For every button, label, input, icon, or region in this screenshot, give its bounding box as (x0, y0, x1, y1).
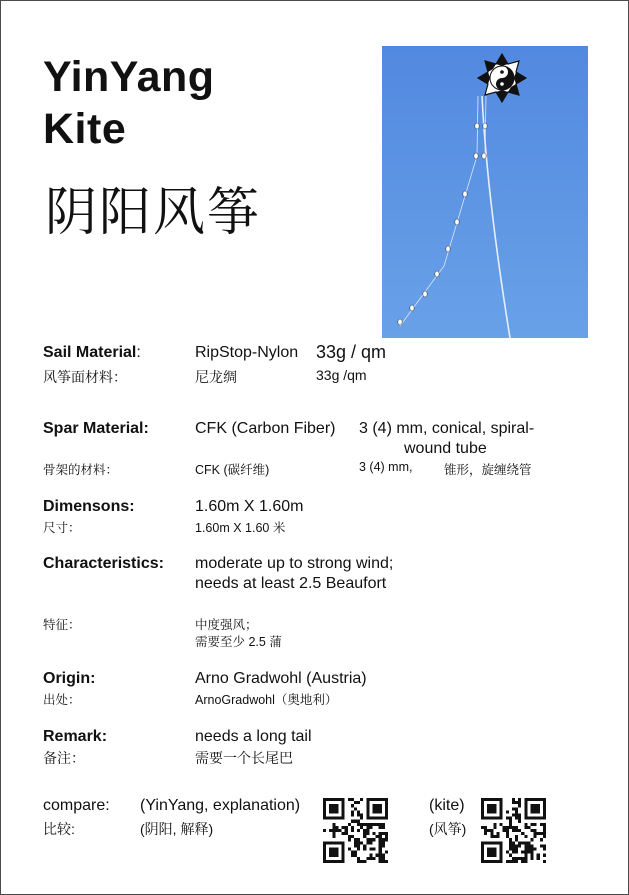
qr-code-kite[interactable] (481, 798, 546, 863)
compare-link-kite-zh[interactable]: (风筝) (429, 821, 467, 837)
sky-background (382, 46, 588, 338)
kite-photo (382, 46, 588, 338)
compare-label: compare: (43, 797, 110, 814)
sail-label (43, 344, 141, 362)
characteristics-label: Characteristics: (43, 555, 164, 572)
compare-link-kite[interactable]: (kite) (429, 797, 465, 814)
spar-detail-zh-a: 3 (4) mm, (359, 460, 413, 474)
spar-detail-line2: wound tube (404, 440, 487, 457)
sail-value: RipStop-Nylon (195, 344, 299, 361)
yin-yang-kite-icon (478, 54, 526, 102)
spar-detail-line1: 3 (4) mm, conical, spiral- (359, 420, 535, 437)
dimensions-value-zh: 1.60m X 1.60 米 (195, 521, 286, 535)
characteristics-value-zh-line1: 中度强风； (195, 618, 258, 632)
qr-code-yinyang[interactable] (323, 798, 388, 863)
spar-value: CFK (Carbon Fiber) (195, 420, 336, 437)
sail-label-text: Sail Material (43, 344, 137, 361)
sail-weight-zh: 33g /qm (316, 367, 367, 383)
origin-value-zh: ArnoGradwohl（奥地利） (195, 693, 338, 707)
spar-label: Spar Material: (43, 420, 149, 437)
remark-label: Remark: (43, 728, 108, 745)
origin-value: Arno Gradwohl (Austria) (195, 670, 367, 687)
origin-label: Origin: (43, 670, 96, 687)
dimensions-value: 1.60m X 1.60m (195, 498, 304, 515)
remark-value-zh: 需要一个长尾巴 (195, 750, 293, 766)
page-title-chinese: 阴阳风筝 (45, 183, 262, 243)
spar-label-zh: 骨架的材料： (43, 463, 119, 477)
sail-label-zh: 风筝面材料： (43, 369, 127, 385)
remark-label-zh: 备注： (43, 750, 85, 766)
characteristics-value-line2: needs at least 2.5 Beaufort (195, 575, 387, 592)
origin-label-zh: 出处： (43, 693, 81, 707)
compare-link-yinyang-zh[interactable]: (阴阳, 解释) (140, 821, 214, 837)
dimensions-label: Dimensons: (43, 498, 135, 515)
characteristics-value-zh-line2: 需要至少 2.5 蒲 (195, 635, 282, 649)
page-title (43, 51, 215, 155)
remark-value: needs a long tail (195, 728, 312, 745)
characteristics-label-zh: 特征： (43, 618, 81, 632)
characteristics-value-line1: moderate up to strong wind; (195, 555, 394, 572)
compare-link-yinyang[interactable]: (YinYang, explanation) (140, 797, 301, 814)
sail-value-zh: 尼龙绸 (195, 369, 237, 385)
sail-label-colon: : (136, 344, 141, 361)
title-line-kite: Kite (43, 105, 127, 153)
title-line-yinyang: YinYang (43, 53, 215, 101)
sail-weight: 33g / qm (316, 342, 387, 362)
dimensions-label-zh: 尺寸： (43, 521, 81, 535)
compare-label-zh: 比较: (43, 821, 75, 837)
spar-value-zh: CFK (碳纤维) (195, 463, 270, 477)
spar-detail-zh-b: 锥形，旋缠绕管 (444, 463, 532, 477)
